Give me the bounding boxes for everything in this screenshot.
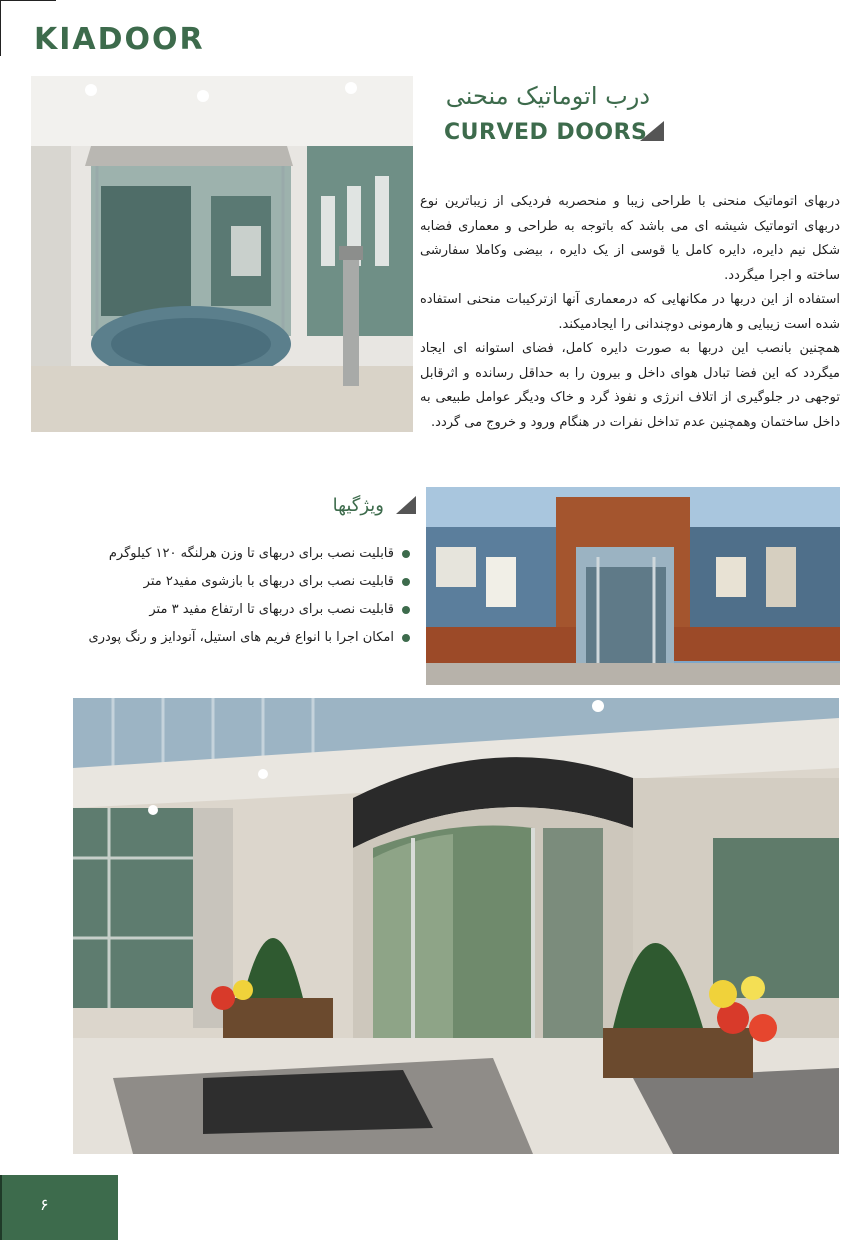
building-entrance-photo bbox=[73, 698, 839, 1154]
page-number-box bbox=[0, 1175, 118, 1240]
triangle-marker-icon bbox=[640, 121, 664, 141]
description-paragraph: استفاده از این دربها در مکانهایی که درمعماری آنها ازترکیبات منحنی استفاده شده است زیبایی و هارمونی دوچندانی را ایجادمیکند. bbox=[420, 292, 840, 332]
page-title-english: CURVED DOORS bbox=[444, 120, 648, 145]
features-heading: ویژگیها bbox=[332, 495, 384, 516]
feature-item: قابلیت نصب برای دربهای با بازشوی مفید۲ متر bbox=[70, 568, 410, 596]
feature-item: امکان اجرا با انواع فریم های استیل، آنودایز و رنگ پودری bbox=[70, 624, 410, 652]
feature-item: قابلیت نصب برای دربهای تا ارتفاع مفید ۳ متر bbox=[70, 596, 410, 624]
page-edge-rule bbox=[0, 1175, 2, 1240]
exterior-curved-door-photo bbox=[426, 487, 840, 685]
page-number: ۶ bbox=[40, 1195, 49, 1214]
page-title-persian: درب اتوماتیک منحنی bbox=[445, 82, 650, 110]
crop-mark-horizontal bbox=[0, 0, 56, 1]
feature-item: قابلیت نصب برای دربهای تا وزن هرلنگه ۱۲۰ کیلوگرم bbox=[70, 540, 410, 568]
lobby-curved-door-photo bbox=[31, 76, 413, 432]
description-text bbox=[420, 190, 840, 435]
crop-mark-vertical bbox=[0, 0, 1, 56]
brand-logo: KIADOOR bbox=[34, 22, 205, 57]
description-paragraph: همچنین بانصب این دربها به صورت دایره کامل، فضای استوانه ای ایجاد میگردد که این فضا تبادل هوای داخل و بیرون را به حداقل رسانده و اثرقابل توجهی در جلوگیری از اتلاف انرژی و نفوذ گرد و خاک ودیگر عوامل طبیعی به داخل ساختمان وهمچنین عدم تداخل نفرات در هنگام ورود و خروج می گردد. bbox=[420, 341, 840, 430]
triangle-marker-icon bbox=[396, 496, 416, 514]
features-list bbox=[70, 540, 410, 652]
description-paragraph: دربهای اتوماتیک منحنی با طراحی زیبا و منحصربه فردیکی از زیباترین نوع دربهای اتوماتیک شیشه ای می باشد که باتوجه به طراحی و معماری فضابه شکل نیم دایره، دایره کامل یا قوسی از یک دایره ، بیضی وکاملا سفارشی ساخته و اجرا میگردد. bbox=[420, 194, 840, 283]
